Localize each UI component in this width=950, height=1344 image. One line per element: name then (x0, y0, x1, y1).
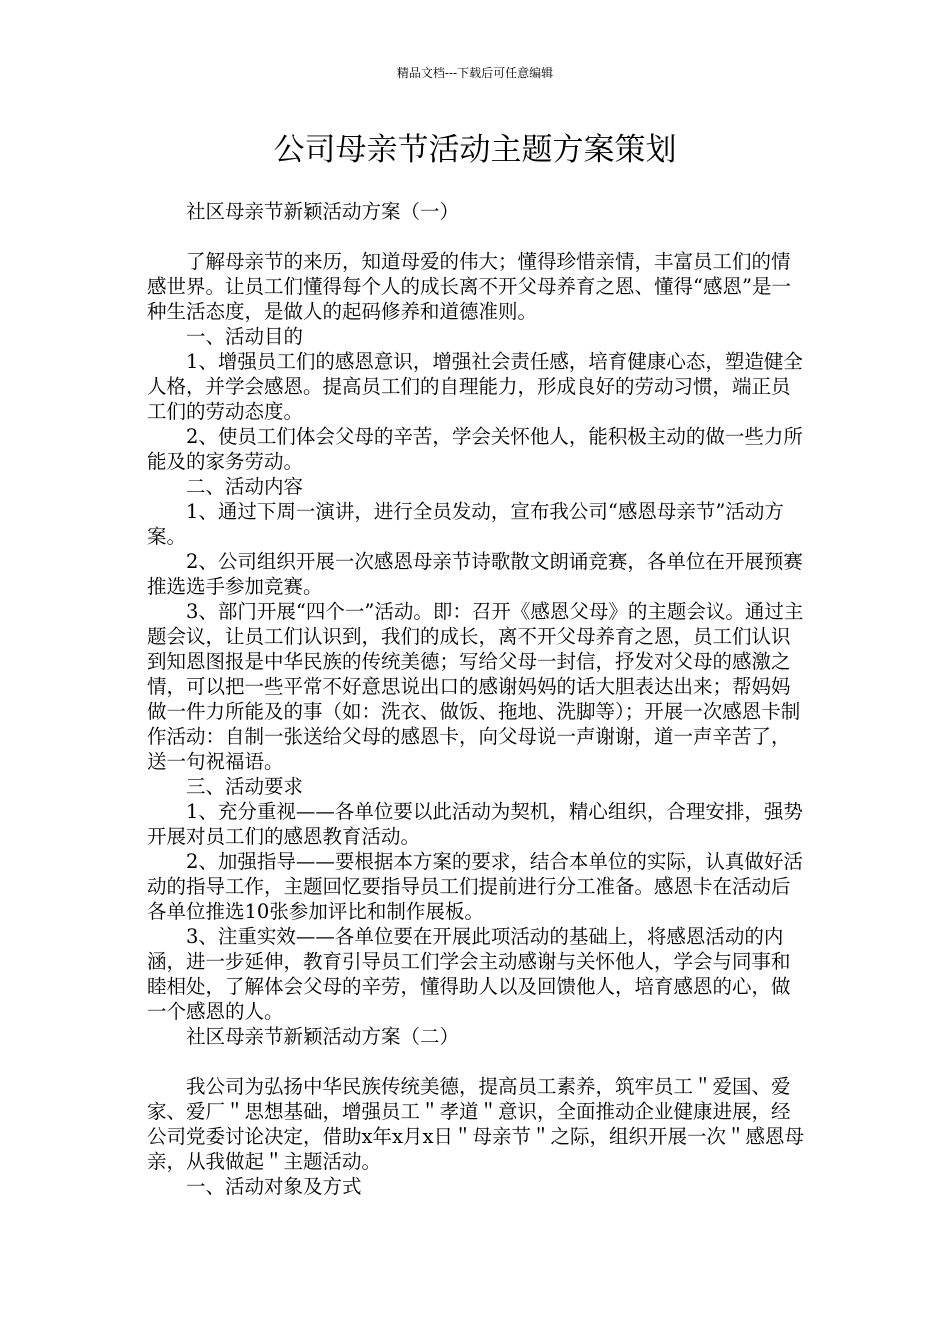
section-heading: 社区母亲节新颖活动方案（二） (186, 1025, 460, 1048)
paragraph: 我公司为弘扬中华民族传统美德，提高员工素养，筑牢员工＂爱国、爱家、爱厂＂思想基础，增强员工＂孝道＂意识，全面推动企业健康进展，经公司党委讨论决定，借助x年x月x日＂母亲节＂之际，组织开展一次＂感恩母亲，从我做起＂主题活动。 (147, 1075, 804, 1173)
section-heading: 社区母亲节新颖活动方案（一） (186, 200, 460, 223)
paragraph: 3、注重实效——各单位要在开展此项活动的基础上，将感恩活动的内涵，进一步延伸，教育引导员工们学会主动感谢与关怀他人，学会与同事和睦相处，了解体会父母的辛劳，懂得助人以及回馈他人，培育感恩的心，做一个感恩的人。 (147, 925, 791, 1023)
document-title: 公司母亲节活动主题方案策划 (273, 132, 677, 168)
subheading: 一、活动对象及方式 (186, 1175, 362, 1198)
paragraph: 1、增强员工们的感恩意识，增强社会责任感，培育健康心态，塑造健全人格，并学会感恩。提高员工们的自理能力，形成良好的劳动习惯，端正员工们的劳动态度。 (147, 350, 803, 423)
subheading: 一、活动目的 (186, 325, 304, 348)
subheading: 二、活动内容 (186, 475, 304, 498)
paragraph: 2、使员工们体会父母的辛苦，学会关怀他人，能积极主动的做一些力所能及的家务劳动。 (147, 425, 803, 473)
paragraph: 2、加强指导——要根据本方案的要求，结合本单位的实际，认真做好活动的指导工作，主题回忆要指导员工们提前进行分工准备。感恩卡在活动后各单位推选10张参加评比和制作展板。 (147, 850, 803, 923)
paragraph: 2、公司组织开展一次感恩母亲节诗歌散文朗诵竞赛，各单位在开展预赛推选选手参加竞赛。 (147, 550, 803, 598)
paragraph: 3、部门开展“四个一”活动。即：召开《感恩父母》的主题会议。通过主题会议，让员工们认识到，我们的成长，离不开父母养育之恩，员工们认识到知恩图报是中华民族的传统美德；写给父母一封信，抒发对父母的感激之情，可以把一些平常不好意思说出口的感谢妈妈的话大胆表达出来；帮妈妈做一件力所能及的事（如：洗衣、做饭、拖地、洗脚等）；开展一次感恩卡制作活动：自制一张送给父母的感恩卡，向父母说一声谢谢，道一声辛苦了，送一句祝福语。 (147, 600, 804, 773)
paragraph: 1、充分重视——各单位要以此活动为契机，精心组织，合理安排，强势开展对员工们的感恩教育活动。 (147, 800, 803, 848)
subheading: 三、活动要求 (186, 775, 304, 798)
paragraph: 1、通过下周一演讲，进行全员发动，宣布我公司“感恩母亲节”活动方案。 (147, 500, 784, 548)
intro-paragraph: 了解母亲节的来历，知道母爱的伟大；懂得珍惜亲情，丰富员工们的情感世界。让员工们懂得每个人的成长离不开父母养育之恩、懂得“感恩”是一种生活态度，是做人的起码修养和道德准则。 (147, 250, 791, 323)
header-note: 精品文档---下载后可任意编辑 (396, 66, 554, 80)
document-body (147, 199, 809, 1199)
